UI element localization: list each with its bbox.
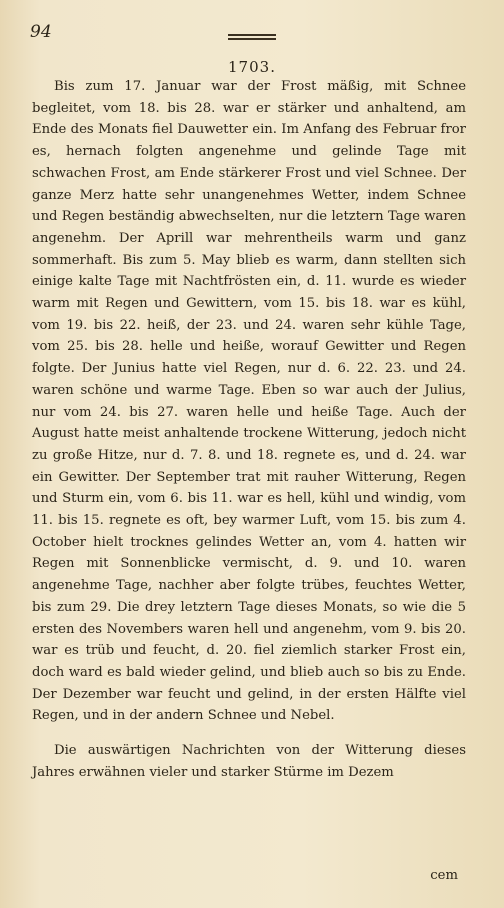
paragraph-weather-1703: Bis zum 17. Januar war der Frost mäßig, mit Schnee begleitet, vom 18. bis 28. war er stärker und anhaltend, am Ende des Monats fiel Dauwetter ein. Im Anfang des Februar fror es, hernach folgten angenehme und gelinde Tage mit schwachen Frost, am Ende stärkerer Frost und viel Schnee. Der ganze Merz hatte sehr unangenehmes Wetter, indem Schnee und Regen beständig abwechselten, nur die letztern Tage waren angenehm. Der Aprill war mehrentheils warm und ganz sommerhaft. Bis zum 5. May blieb es warm, dann stellten sich einige kalte Tage mit Nachtfrösten ein, d. 11. wurde es wieder warm mit Regen und Gewittern, vom 15. bis 18. war es kühl, vom 19. bis 22. heiß, der 23. und 24. waren sehr kühle Tage, vom 25. bis 28. helle und heiße, worauf Gewitter und Regen folgte. Der Junius hatte viel Regen, nur d. 6. 22. 23. und 24. waren schöne und warme Tage. Eben so war auch der Julius, nur vom 24. bis 27. waren helle und heiße Tage. Auch der August hatte meist anhaltende trockene Witterung, jedoch nicht zu große Hitze, nur d. 7. 8. und 18. regnete es, und d. 24. war ein Gewitter. Der September trat mit rauher Witterung, Regen und Sturm ein, vom 6. bis 11. war es hell, kühl und windig, vom 11. bis 15. regnete es oft, bey warmer Luft, vom 15. bis zum 4. October hielt trocknes gelindes Wetter an, vom 4. hatten wir Regen mit Sonnenblicke vermischt, d. 9. und 10. waren angenehme Tage, nachher aber folgte trübes, feuchtes Wetter, bis zum 29. Die drey letztern Tage dieses Monats, so wie die 5 ersten des Novembers waren hell und angenehm, vom 9. bis 20. war es trüb und feucht, d. 20. fiel ziemlich starker Frost ein, doch ward es bald wieder gelind, und blieb auch so bis zu Ende. Der Dezember war feucht und gelind, in der ersten Hälfte viel Regen, und in der andern Schnee und Nebel. bbox=[32, 79, 466, 724]
page-number: 94 bbox=[30, 22, 52, 42]
catchword: cem bbox=[430, 868, 458, 883]
year-heading: 1703. bbox=[228, 58, 276, 76]
body-text bbox=[32, 76, 466, 784]
header-rule-ornament bbox=[228, 34, 276, 40]
paragraph-foreign-reports: Die auswärtigen Nachrichten von der Witterung dieses Jahres erwähnen vieler und starker Stürme im Dezem bbox=[32, 743, 466, 780]
